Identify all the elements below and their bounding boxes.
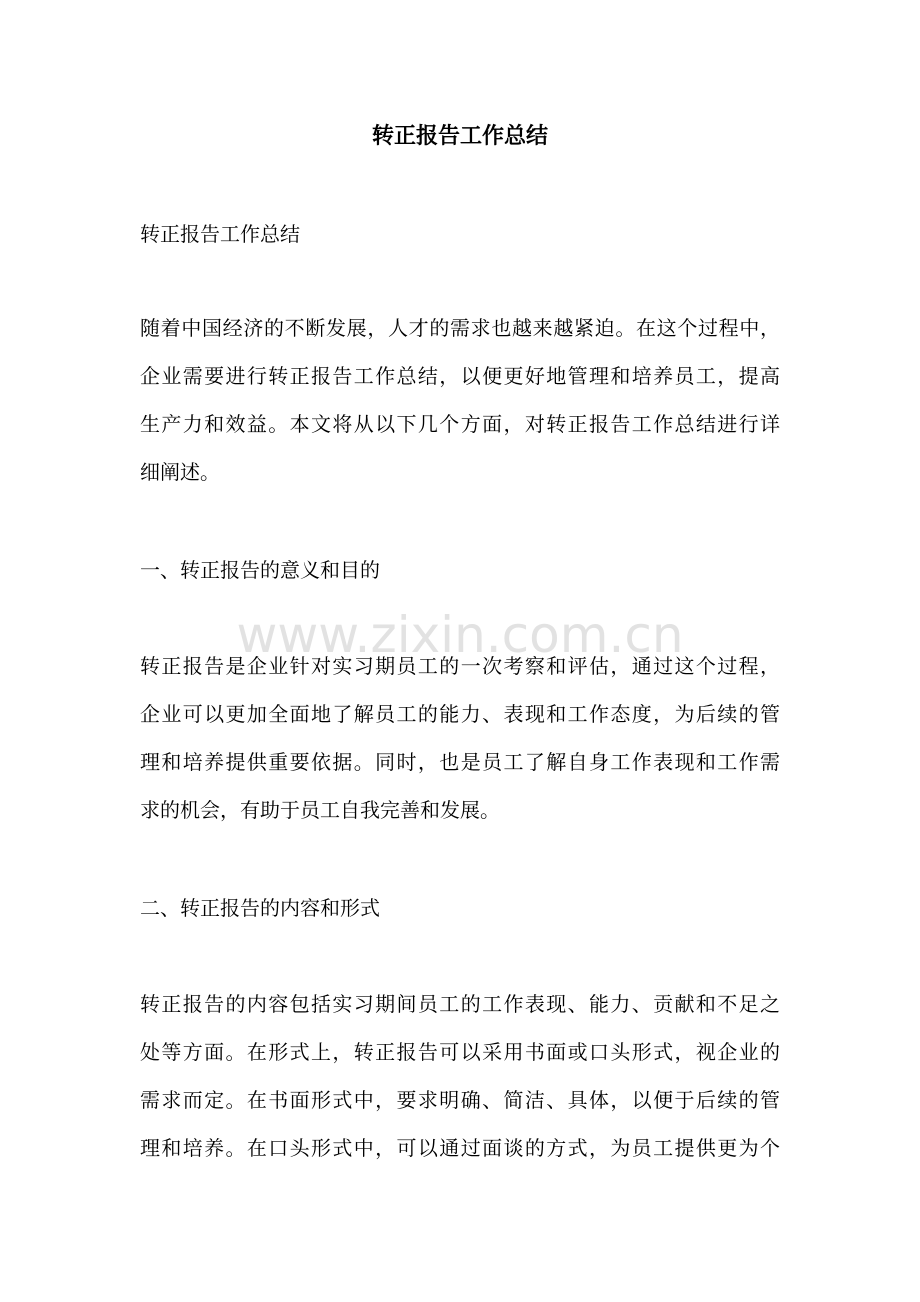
section2-line: 处等方面。在形式上，转正报告可以采用书面或口头形式，视企业的 <box>140 1040 780 1064</box>
section2-line: 理和培养。在口头形式中，可以通过面谈的方式，为员工提供更为个 <box>140 1136 780 1160</box>
section2-line: 需求而定。在书面形式中，要求明确、简洁、具体，以便于后续的管 <box>140 1088 780 1112</box>
section1-line: 转正报告是企业针对实习期员工的一次考察和评估，通过这个过程， <box>140 654 780 678</box>
document-subtitle: 转正报告工作总结 <box>140 222 300 246</box>
intro-line: 随着中国经济的不断发展，人才的需求也越来越紧迫。在这个过程中， <box>140 316 780 340</box>
intro-line: 生产力和效益。本文将从以下几个方面，对转正报告工作总结进行详 <box>140 412 780 436</box>
intro-line: 细阐述。 <box>140 460 220 484</box>
document-title: 转正报告工作总结 <box>371 123 548 149</box>
section-heading-2: 二、转正报告的内容和形式 <box>140 896 380 920</box>
section1-line: 理和培养提供重要依据。同时，也是员工了解自身工作表现和工作需 <box>140 750 780 774</box>
section1-line: 求的机会，有助于员工自我完善和发展。 <box>140 798 500 822</box>
section2-line: 转正报告的内容包括实习期间员工的工作表现、能力、贡献和不足之 <box>140 992 780 1016</box>
section1-line: 企业可以更加全面地了解员工的能力、表现和工作态度，为后续的管 <box>140 702 780 726</box>
section-heading-1: 一、转正报告的意义和目的 <box>140 558 380 582</box>
intro-line: 企业需要进行转正报告工作总结，以便更好地管理和培养员工，提高 <box>140 364 780 388</box>
watermark-text: www.zixin.com.cn <box>236 606 684 664</box>
